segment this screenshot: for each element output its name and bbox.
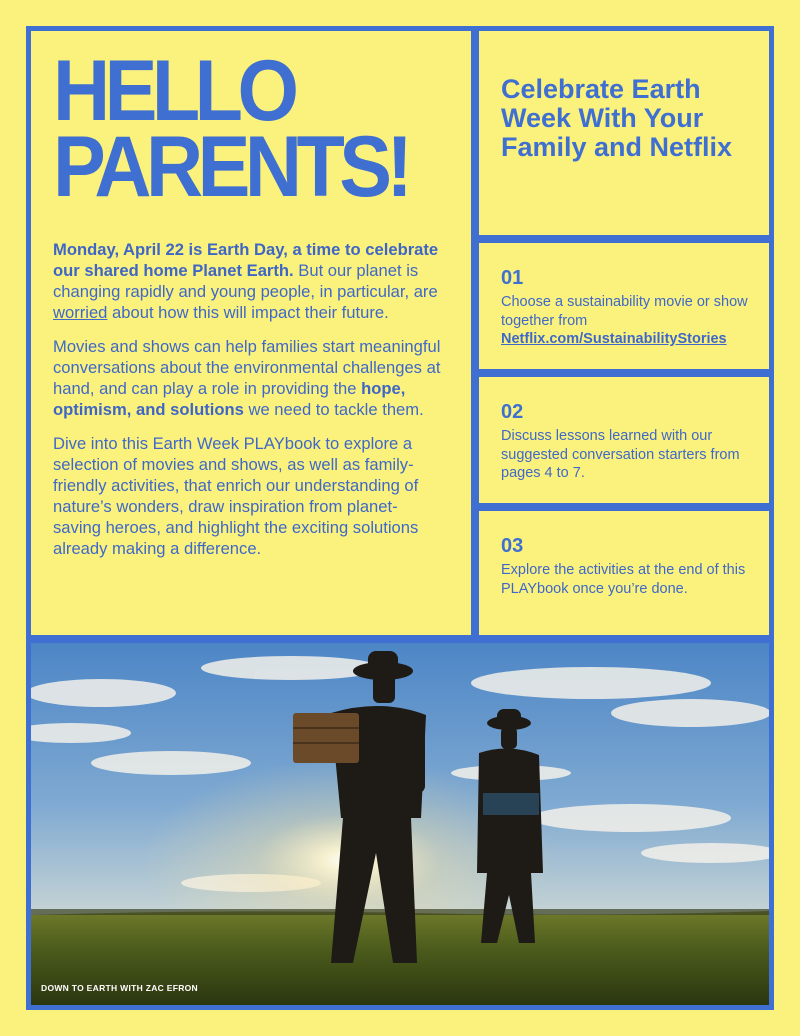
intro-p2-bold: hope, optimism, and solutions bbox=[53, 379, 406, 419]
step-2-text: Discuss lessons learned with our suggested conversation starters from pages 4 to 7. bbox=[501, 428, 740, 481]
hero-panel bbox=[474, 26, 774, 240]
intro-text bbox=[53, 239, 443, 572]
step-2-panel bbox=[474, 372, 774, 508]
intro-panel bbox=[26, 26, 476, 640]
headline bbox=[53, 43, 408, 215]
intro-paragraph-2 bbox=[53, 336, 443, 420]
intro-paragraph-3: Dive into this Earth Week PLAYbook to explore a selection of movies and shows, as well as family-friendly activities, that enrich our understanding of nature’s wonders, draw inspiration from planet-saving heroes, and highlight the exciting solutions already making a difference. bbox=[53, 434, 419, 558]
sustainability-stories-link[interactable]: Netflix.com/SustainabilityStories bbox=[501, 331, 727, 347]
intro-p1-text-a: But our planet is changing rapidly and young people, in particular, are bbox=[53, 261, 438, 301]
photo-panel bbox=[26, 638, 774, 1010]
step-3-text: Explore the activities at the end of this PLAYbook once you’re done. bbox=[501, 562, 746, 597]
step-1-text: Choose a sustainability movie or show together from bbox=[501, 294, 748, 329]
step-3-number: 03 bbox=[501, 535, 524, 557]
worried-link[interactable]: worried bbox=[53, 303, 108, 322]
intro-paragraph-1 bbox=[53, 239, 443, 323]
step-1-panel bbox=[474, 238, 774, 374]
step-1-number: 01 bbox=[501, 267, 524, 289]
headline-line-1: HELLO bbox=[53, 43, 294, 139]
intro-p2-text-b: we need to tackle them. bbox=[243, 400, 424, 419]
intro-p2-text-a: Movies and shows can help families start meaningful conversations about the environmental challenges at hand, and can play a role in providing the bbox=[53, 337, 441, 398]
step-1-text-block bbox=[501, 293, 763, 349]
intro-p1-bold: Monday, April 22 is Earth Day, a time to celebrate our shared home Planet Earth. bbox=[53, 240, 439, 280]
photo-caption: DOWN TO EARTH WITH ZAC EFRON bbox=[41, 983, 198, 993]
intro-p1-text-b: about how this will impact their future. bbox=[107, 303, 389, 322]
farmers-field-photo bbox=[31, 643, 769, 1005]
hero-title: Celebrate Earth Week With Your Family and Netflix bbox=[501, 74, 733, 162]
step-2-number: 02 bbox=[501, 401, 524, 423]
headline-line-2: PARENTS! bbox=[53, 119, 408, 215]
step-3-panel bbox=[474, 506, 774, 640]
